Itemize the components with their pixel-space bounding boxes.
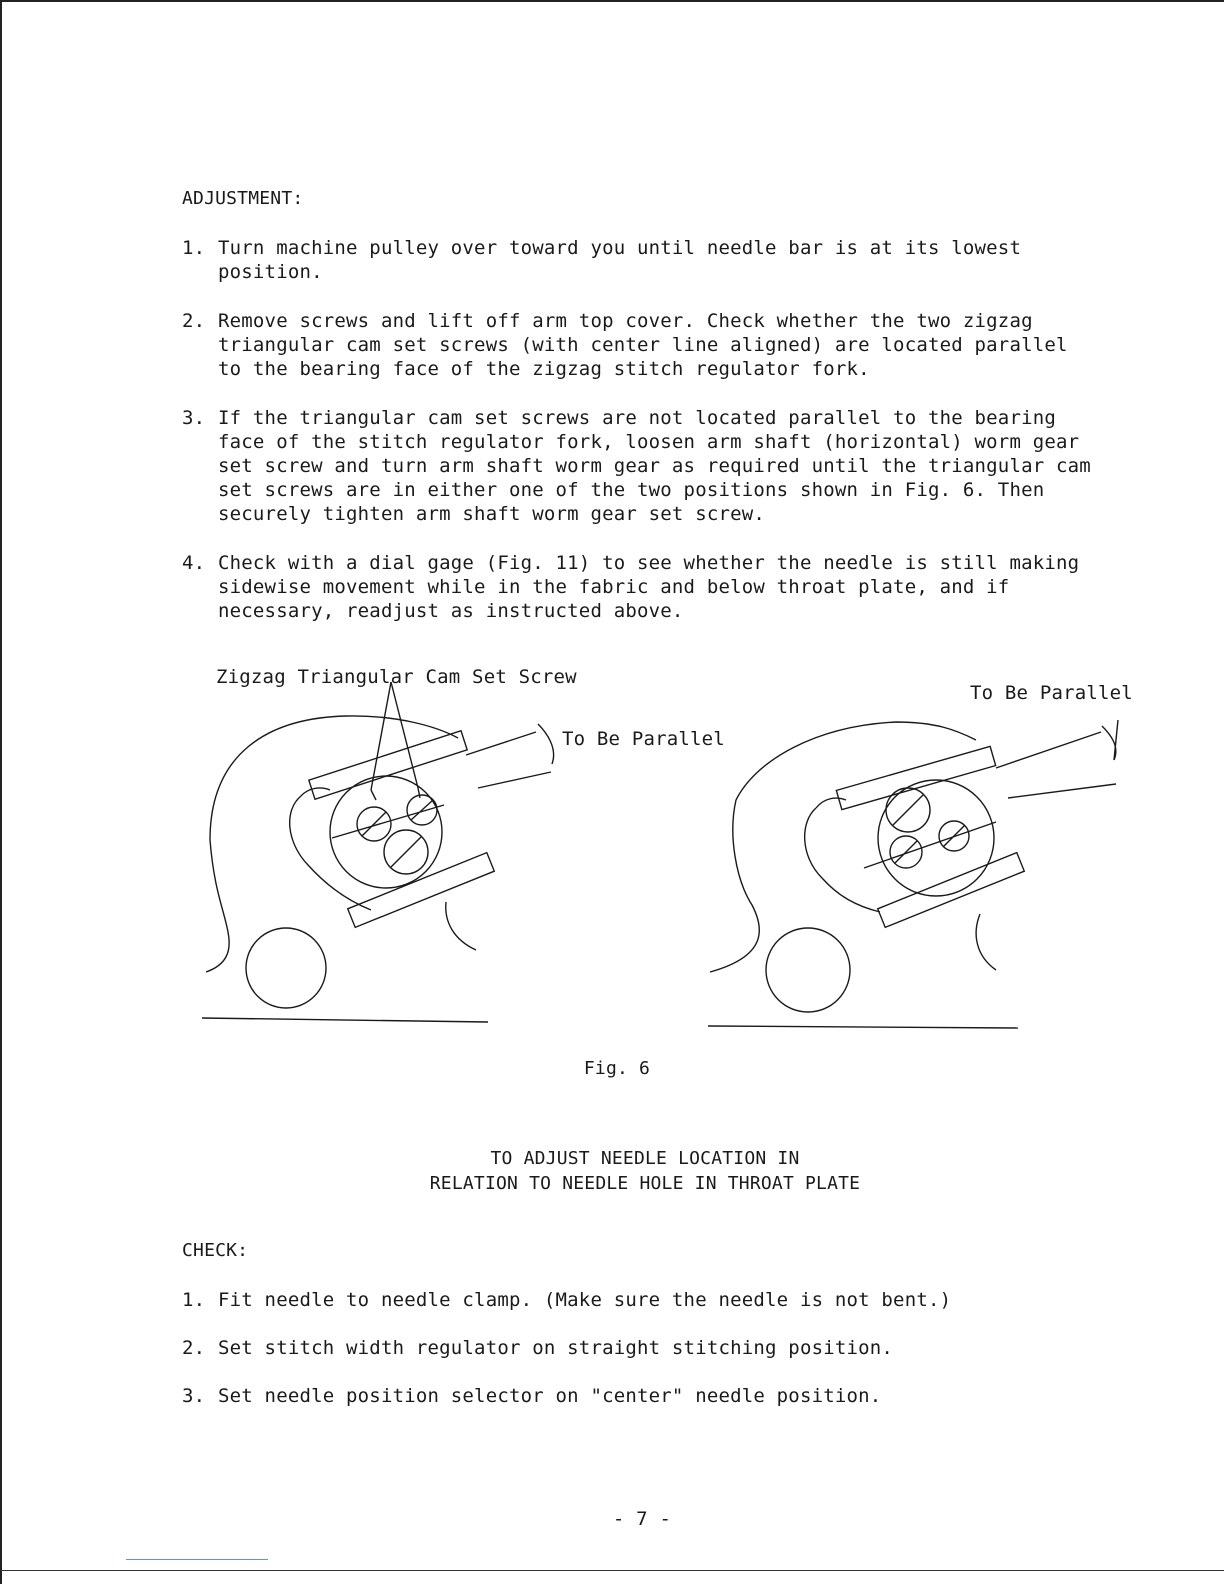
page-border-top xyxy=(0,0,1224,2)
label-to-be-parallel-left: To Be Parallel xyxy=(562,728,725,750)
step-text: Remove screws and lift off arm top cover. Check whether the two zigzag triangular cam set screws (with center line aligned) are located parallel to the bearing face of the zigzag stitch regulator fork. xyxy=(218,310,1068,380)
label-to-be-parallel-right: To Be Parallel xyxy=(970,682,1133,704)
step-number: 2. xyxy=(182,1337,206,1359)
page-border-left xyxy=(0,0,2,1584)
step-text: Check with a dial gage (Fig. 11) to see whether the needle is still making sidewise movement while in the fabric and below throat plate, and if necessary, readjust as instructed above. xyxy=(218,552,1080,622)
adjustment-step-2 xyxy=(182,309,1142,381)
figure-caption: Fig. 6 xyxy=(583,1058,651,1079)
adjustment-step-4 xyxy=(182,551,1142,623)
check-step-2 xyxy=(182,1336,1142,1360)
fig6-drawing xyxy=(196,660,1156,1040)
check-step-3 xyxy=(182,1384,1142,1408)
footer-link-underline xyxy=(126,1559,268,1560)
step-number: 2. xyxy=(182,310,206,332)
step-number: 3. xyxy=(182,407,206,429)
step-text: Turn machine pulley over toward you until needle bar is at its lowest position. xyxy=(218,237,1022,283)
step-number: 1. xyxy=(182,1289,206,1311)
step-number: 1. xyxy=(182,237,206,259)
step-text: Set needle position selector on "center" needle position. xyxy=(218,1385,882,1407)
step-text: Fit needle to needle clamp. (Make sure the needle is not bent.) xyxy=(218,1289,952,1311)
label-cam-set-screw: Zigzag Triangular Cam Set Screw xyxy=(216,666,577,688)
check-step-1 xyxy=(182,1288,1142,1312)
step-text: If the triangular cam set screws are not located parallel to the bearing face of the stitch regulator fork, loosen arm shaft (horizontal) worm gear set screw and turn arm shaft worm gear as required until the triangular cam set screws are in either one of the two positions shown in Fig. 6. Then securely tighten arm shaft worm gear set screw. xyxy=(218,407,1091,525)
page-number: - 7 - xyxy=(612,1508,672,1530)
adjustment-step-3 xyxy=(182,406,1142,526)
step-number: 3. xyxy=(182,1385,206,1407)
check-heading: CHECK: xyxy=(182,1240,249,1261)
step-text: Set stitch width regulator on straight stitching position. xyxy=(218,1337,894,1359)
adjustment-heading: ADJUSTMENT: xyxy=(182,188,304,209)
adjustment-step-1 xyxy=(182,236,1142,284)
page-border-bottom xyxy=(0,1570,1224,1571)
right-cam-assembly xyxy=(708,720,1118,1028)
section-title: TO ADJUST NEEDLE LOCATION IN RELATION TO NEEDLE HOLE IN THROAT PLATE xyxy=(429,1148,861,1194)
step-number: 4. xyxy=(182,552,206,574)
fig6-diagram xyxy=(196,660,1156,1040)
left-cam-assembly xyxy=(202,682,554,1022)
